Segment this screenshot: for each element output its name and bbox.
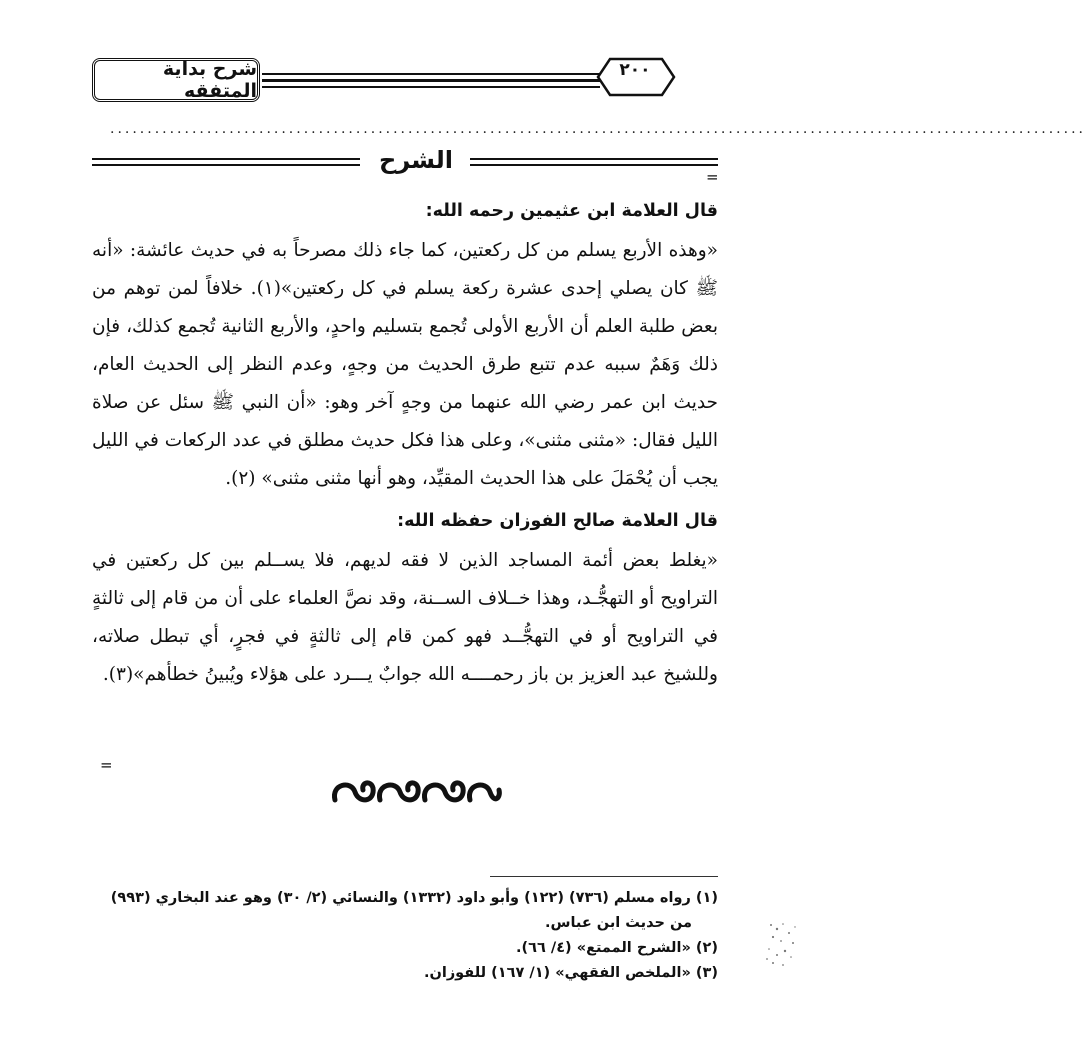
header-rule-middle (262, 79, 600, 82)
page-number: ٢٠٠ (619, 60, 651, 80)
section-rule-left-bottom (92, 164, 360, 166)
section-title: الشرح (379, 146, 453, 174)
scholar2-quote: «يغلط بعض أئمة المساجد الذين لا فقه لديهم، فلا يســلم بين كل ركعتين في التراويح أو التهجُّـد، وهذا خــلاف الســنة، وقد نصَّ العلماء على أن من قام إلى ثالثةٍ في التراويح أو في التهجُّــد فهو كمن قام إلى ثالثةٍ في فجرٍ، أي تبطل صلاته، وللشيخ عبد العزيز بن باز رحمــــه الله جوابٌ يـــرد على هؤلاء ويُبينُ خطأهم»(٣). (92, 550, 718, 685)
section-separator-mark: = (706, 168, 719, 186)
scholar1-heading: قال العلامة ابن عثيمين رحمه الله: (425, 201, 718, 221)
footnote-2: (٢) «الشرح الممتع» (٤/ ٦٦). (515, 940, 718, 956)
dotted-divider: ................................................................................................................................... (110, 121, 1086, 137)
section-rule-left-top (92, 158, 360, 160)
footnote-3: (٣) «الملخص الفقهي» (١/ ١٦٧) للفوزان. (423, 965, 718, 981)
body-end-mark: = (100, 756, 113, 774)
header-rule-bottom (262, 86, 600, 88)
scholar2-heading: قال العلامة صالح الفوزان حفظه الله: (397, 511, 718, 531)
scholar1-quote: «وهذه الأربع يسلم من كل ركعتين، كما جاء ذلك مصرحاً به في حديث عائشة: «أنه ﷺ كان يصلي إحدى عشرة ركعة يسلم في كل ركعتين»(١). خلافاً لمن توهم من بعض طلبة العلم أن الأربع الأولى تُجمع بتسليم واحدٍ، والأربع الثانية تُجمع كذلك، فإن ذلك وَهَمٌ سببه عدم تتبع طرق الحديث من وجهٍ، وعدم النظر إلى الحديث العام، حديث ابن عمر رضي الله عنهما من وجهٍ آخر وهو: «أن النبي ﷺ سئل عن صلاة الليل فقال: «مثنى مثنى»، وعلى هذا فكل حديث مطلق في عدد الركعات في الليل يجب أن يُحْمَلَ على هذا الحديث المقيِّد، وهو أنها مثنى مثنى» (٢). (92, 240, 718, 489)
book-title: شرح بداية المتفقه (162, 58, 257, 102)
section-rule-right-top (470, 158, 718, 160)
section-rule-right-bottom (470, 164, 718, 166)
commentary-body (92, 192, 718, 694)
footnote-1: (١) رواه مسلم (٧٣٦) (١٢٢) وأبو داود (١٣٣٢) والنسائي (٢/ ٣٠) وهو عند البخاري (٩٩٣) (110, 890, 718, 906)
footnote-1-continued: من حديث ابن عباس. (544, 915, 692, 931)
scan-speckle (763, 915, 803, 975)
footnotes (92, 886, 718, 986)
book-title-box (92, 58, 260, 102)
footnote-rule (490, 876, 718, 877)
ornament-divider (325, 776, 505, 810)
header-rule-top (262, 73, 600, 75)
